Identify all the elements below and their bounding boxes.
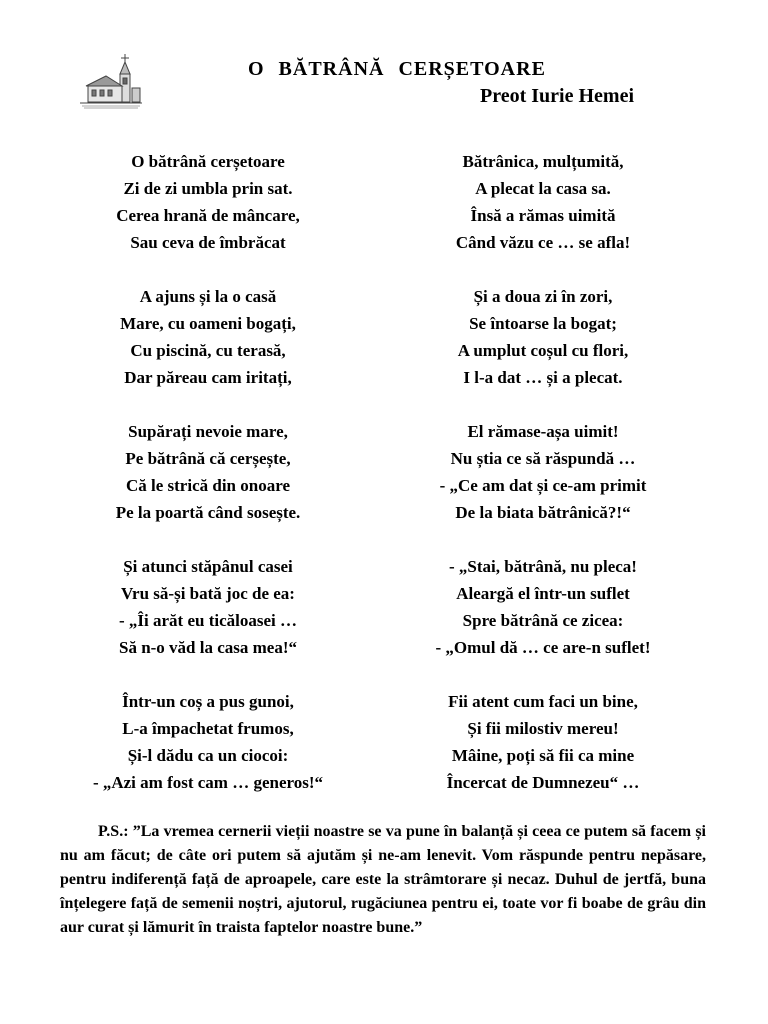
- poem-left-column: [58, 148, 358, 823]
- poem-line: Și-l dădu ca un ciocoi:: [127, 746, 289, 765]
- poem-line: Cerea hrană de mâncare,: [116, 206, 300, 225]
- poem-line: Supărați nevoie mare,: [128, 422, 288, 441]
- poem-line: Zi de zi umbla prin sat.: [123, 179, 293, 198]
- poem-line: - „Ce am dat și ce-am primit: [439, 476, 647, 495]
- poem-right-column: [393, 148, 693, 823]
- poem-line: A umplut coșul cu flori,: [457, 341, 629, 360]
- poem-line: - „Azi am fost cam … generos!“: [92, 773, 324, 792]
- poem-line: L-a împachetat frumos,: [122, 719, 294, 738]
- poem-line: Dar păreau cam iritați,: [124, 368, 292, 387]
- poem-line: Pe bătrână că cerșește,: [125, 449, 291, 468]
- poem-line: Nu știa ce să răspundă …: [450, 449, 636, 468]
- poem-line: - „Stai, bătrână, nu pleca!: [449, 557, 637, 576]
- poem-line: Și fii milostiv mereu!: [467, 719, 619, 738]
- poem-line: A plecat la casa sa.: [475, 179, 611, 198]
- poem-line: El rămase-așa uimit!: [467, 422, 619, 441]
- poem-line: Însă a rămas uimită: [470, 206, 616, 225]
- poem-line: Spre bătrână ce zicea:: [462, 611, 624, 630]
- stanza: [58, 688, 358, 796]
- poem-line: Fii atent cum faci un bine,: [448, 692, 638, 711]
- poem-line: Bătrânica, mulțumită,: [462, 152, 624, 171]
- poem-line: Încercat de Dumnezeu“ …: [446, 773, 640, 792]
- poem-line: Mare, cu oameni bogați,: [120, 314, 296, 333]
- stanza: [58, 283, 358, 391]
- stanza: [393, 148, 693, 256]
- poem-line: - „Îi arăt eu ticăloasei …: [119, 611, 297, 630]
- church-icon: [80, 52, 142, 110]
- poem-line: A ajuns și la o casă: [139, 287, 277, 306]
- stanza: [58, 418, 358, 526]
- poem-line: Să n-o văd la casa mea!“: [118, 638, 298, 657]
- poem-line: Cu piscină, cu terasă,: [130, 341, 286, 360]
- poem-line: De la biata bătrânică?!“: [455, 503, 631, 522]
- poem-line: I l-a dat … și a plecat.: [463, 368, 623, 387]
- poem-line: Mâine, poți să fii ca mine: [451, 746, 635, 765]
- stanza: [58, 148, 358, 256]
- stanza: [393, 283, 693, 391]
- stanza: [393, 688, 693, 796]
- poem-line: Și atunci stăpânul casei: [123, 557, 293, 576]
- stanza: [393, 553, 693, 661]
- poem-title: O BĂTRÂNĂ CERȘETOARE: [248, 58, 546, 80]
- poem-line: Aleargă el într-un suflet: [456, 584, 630, 603]
- stanza: [58, 553, 358, 661]
- poem-line: - „Omul dă … ce are-n suflet!: [435, 638, 651, 657]
- poem-line: Sau ceva de îmbrăcat: [130, 233, 286, 252]
- poem-author: Preot Iurie Hemei: [480, 85, 635, 107]
- poem-line: Vru să-și bată joc de ea:: [121, 584, 295, 603]
- poem-line: O bătrână cerșetoare: [131, 152, 285, 171]
- poem-line: Pe la poartă când sosește.: [115, 503, 301, 522]
- poem-line: Și a doua zi în zori,: [473, 287, 613, 306]
- poem-line: Într-un coș a pus gunoi,: [122, 692, 294, 711]
- poem-line: Se întoarse la bogat;: [469, 314, 617, 333]
- stanza: [393, 418, 693, 526]
- poem-line: Când văzu ce … se afla!: [455, 233, 631, 252]
- poem-line: Că le strică din onoare: [125, 476, 290, 495]
- postscript: P.S.: ”La vremea cernerii vieții noastre se va pune în balanță și ceea ce putem să facem și nu am făcut; de câte ori putem să ajutăm și ne-am lenevit. Vom răspunde pentru nepăsare, pentru indiferență față de aproapele, care este la strâmtorare și necaz. Duhul de jertfă, buna înțelegere față de semenii noștri, ajutorul, rugăciunea pentru ei, toate vor fi boabe de grâu din aur curat și lămurit în traista faptelor noastre bune.”: [60, 823, 706, 936]
